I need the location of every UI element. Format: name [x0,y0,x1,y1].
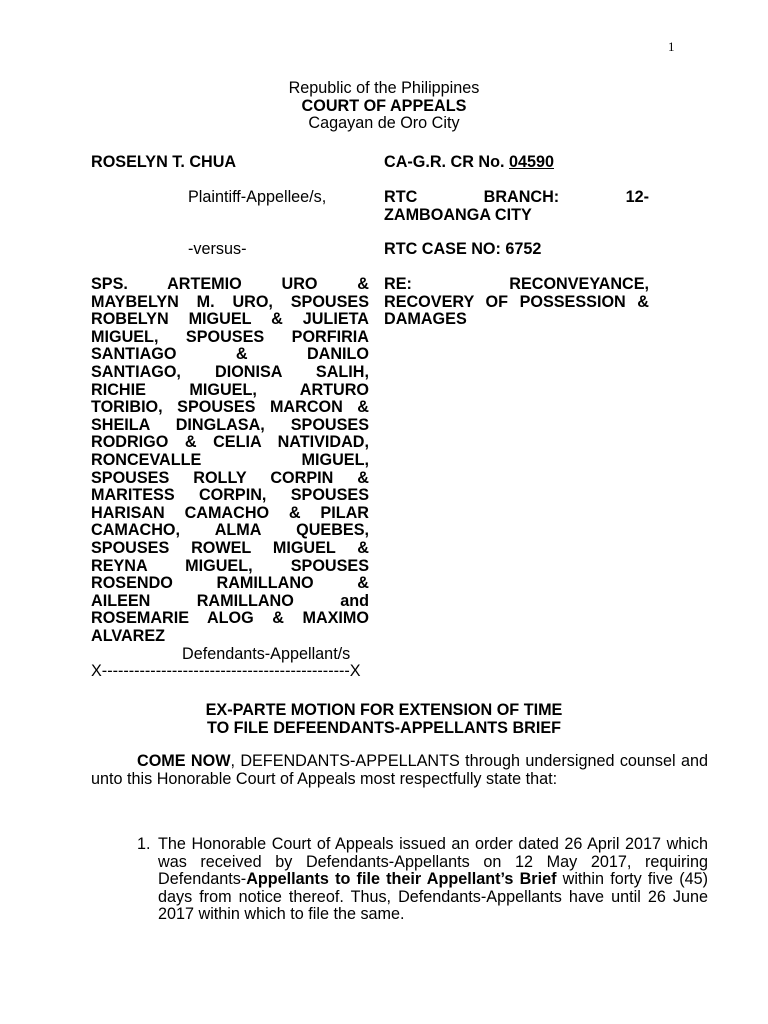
paragraph-text-part: The Honorable Court of Appeals issued an order dated 26 April 2017 which was received by Defendants-Appellants on 12 May 2017, requiring Defendants- [158,835,708,889]
defendants-line: CAMACHO, ALMA QUEBES, [91,521,369,540]
defendants-line: RODRIGO & CELIA NATIVIDAD, [91,433,369,452]
defendants-line: ROBELYN MIGUEL & JULIETA [91,310,369,329]
case-number-value: 04590 [509,153,555,171]
paragraph-text [158,836,708,924]
defendants-line: REYNA MIGUEL, SPOUSES [91,556,369,575]
case-subject [384,276,649,329]
defendants-line: SPOUSES ROWEL MIGUEL & [91,538,369,557]
defendants-line: ROSENDO RAMILLANO & [91,574,369,593]
caption-separator: X----------------------------------------------X [91,663,361,680]
paragraph-text-part: within forty five (45) days from notice thereof. Thus, Defendants-Appellants have until 26 June 2017 within which to file the same. [158,870,708,924]
defendants-line: TORIBIO, SPOUSES MARCON & [91,398,369,417]
defendants-line: MAYBELYN M. URO, SPOUSES [91,292,369,311]
header-city: Cagayan de Oro City [308,114,460,133]
defendants-line: ROSEMARIE ALOG & MAXIMO [91,609,369,628]
defendants-line: SANTIAGO, DIONISA SALIH, [91,362,369,381]
defendants-line: MARITESS CORPIN, SPOUSES [91,486,369,505]
subject-line2: RECOVERY OF POSSESSION & [384,292,649,311]
defendants-line: ALVAREZ [91,626,166,645]
motion-title [0,702,768,737]
intro-lead: COME NOW [137,752,231,770]
versus-label: -versus- [188,240,247,258]
defendants-list [91,276,369,645]
motion-title-line2: TO FILE DEFEENDANTS-APPELLANTS BRIEF [206,718,562,737]
intro-text: , DEFENDANTS-APPELLANTS through undersigned counsel and unto this Honorable Court of Appeals most respectfully state that: [91,752,708,788]
subject-line3: DAMAGES [384,310,467,329]
rtc-branch-line2: ZAMBOANGA CITY [384,205,532,224]
rtc-branch-line1: RTC BRANCH: 12- [384,188,649,206]
defendants-line: SANTIAGO & DANILO [91,345,369,364]
rtc-case-number: RTC CASE NO: 6752 [384,240,542,258]
header-republic: Republic of the Philippines [288,79,480,97]
defendants-line: MIGUEL, SPOUSES PORFIRIA [91,327,369,346]
page-number: 1 [668,39,675,54]
defendants-role: Defendants-Appellant/s [182,645,351,663]
intro-paragraph [91,753,708,788]
plaintiff-role: Plaintiff-Appellee/s, [188,188,327,206]
defendants-line: SPOUSES ROLLY CORPIN & [91,468,369,487]
plaintiff-name: ROSELYN T. CHUA [91,153,237,171]
defendants-line: RONCEVALLE MIGUEL, [91,450,369,469]
case-number [384,154,554,172]
defendants-line: SPS. ARTEMIO URO & [91,275,369,293]
paragraph-number: 1. [137,835,151,853]
subject-line1: RE: RECONVEYANCE, [384,275,649,293]
defendants-line: AILEEN RAMILLANO and [91,591,369,610]
court-header [0,80,768,133]
motion-title-line1: EX-PARTE MOTION FOR EXTENSION OF TIME [205,701,563,719]
defendants-line: SHEILA DINGLASA, SPOUSES [91,415,369,434]
defendants-line: HARISAN CAMACHO & PILAR [91,503,369,522]
header-court: COURT OF APPEALS [301,96,467,115]
case-number-label: CA-G.R. CR No. [384,153,509,171]
rtc-branch [384,189,649,224]
defendants-line: RICHIE MIGUEL, ARTURO [91,380,369,399]
paragraph-text-bold: Appellants to file their Appellant’s Brief [246,870,557,889]
